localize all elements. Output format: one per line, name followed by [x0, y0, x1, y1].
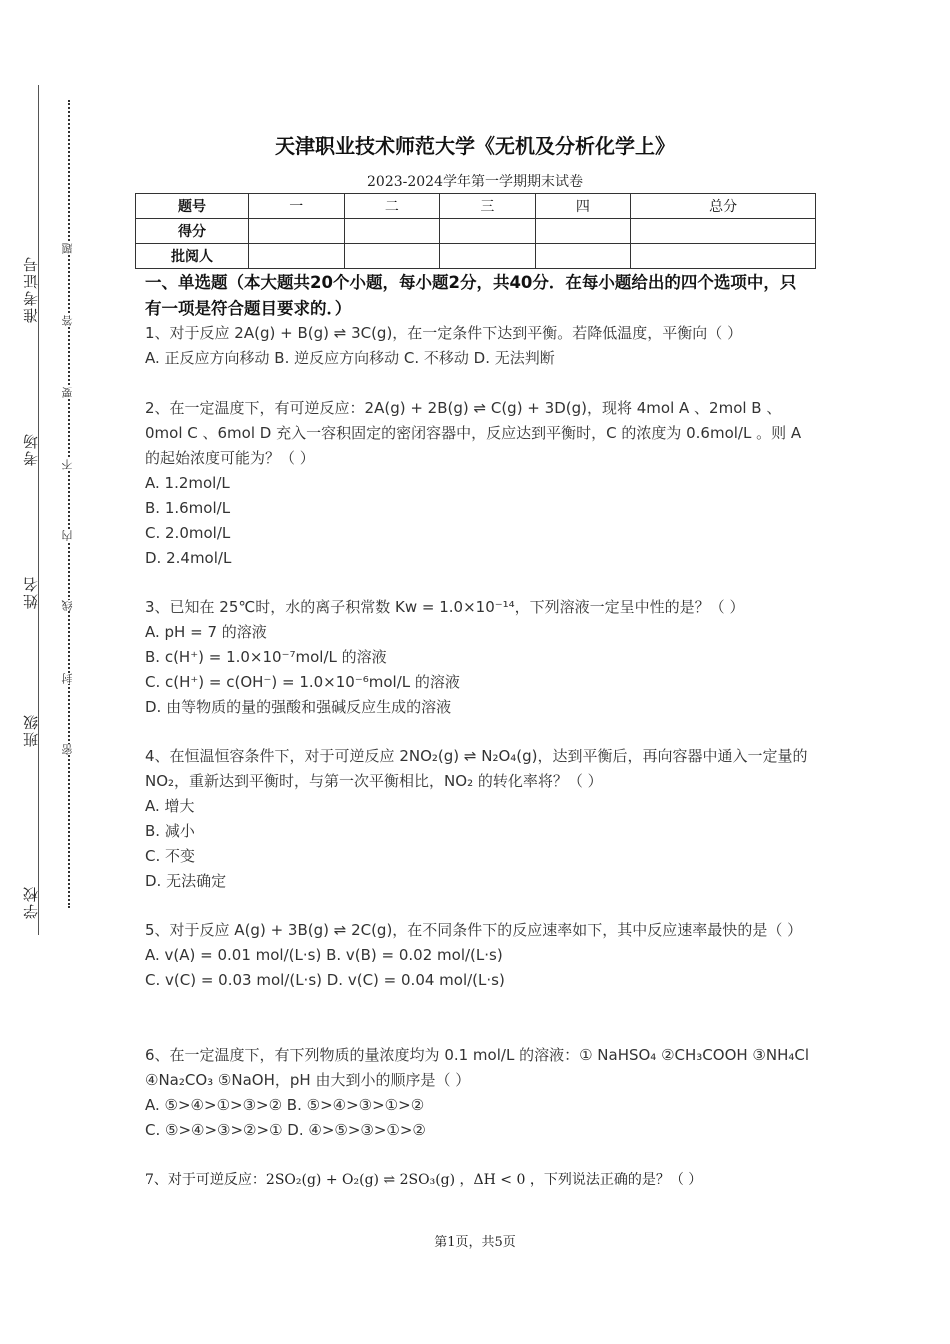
- question-options: A. 正反应方向移动 B. 逆反应方向移动 C. 不移动 D. 无法判断: [145, 349, 555, 367]
- seal-char: 密: [61, 744, 74, 755]
- seal-char: 答: [61, 315, 74, 326]
- header-cell: 三: [440, 194, 536, 219]
- row-label: 批阅人: [136, 244, 249, 269]
- grader-row: [136, 244, 816, 269]
- name-label: 姓名: [22, 575, 40, 609]
- option-a: A. 增大: [145, 797, 195, 815]
- question-stem: 4、在恒温恒容条件下，对于可逆反应 2NO₂(g) ⇌ N₂O₄(g)，达到平衡后，再向容器中通入一定量的 NO₂，重新达到平衡时，与第一次平衡相比，NO₂ 的转化率将？（ ）: [145, 747, 808, 790]
- option-b: B. 减小: [145, 822, 195, 840]
- question-3: [145, 595, 815, 720]
- class-label: 班级: [22, 713, 40, 747]
- option-c: C. 2.0mol/L: [145, 524, 231, 542]
- option-d: D. 由等物质的量的强酸和强碱反应生成的溶液: [145, 698, 452, 716]
- options-line-2: C. ⑤>④>③>②>① D. ④>⑤>③>①>②: [145, 1121, 426, 1139]
- binding-solid-line: [38, 85, 39, 935]
- option-d: D. 无法确定: [145, 872, 227, 890]
- option-b: B. 1.6mol/L: [145, 499, 231, 517]
- score-cell[interactable]: [249, 219, 345, 244]
- score-row: [136, 219, 816, 244]
- seal-char: 要: [61, 387, 74, 398]
- seal-char: 线: [61, 600, 74, 611]
- page-number: 第1页，共5页: [434, 1235, 516, 1250]
- question-stem: 6、在一定温度下，有下列物质的量浓度均为 0.1 mol/L 的溶液：① NaHSO₄ ②CH₃COOH ③NH₄Cl ④Na₂CO₃ ⑤NaOH，pH 由大到小的顺序是（ ）: [145, 1046, 810, 1089]
- grader-cell[interactable]: [249, 244, 345, 269]
- section-heading: 一、单选题（本大题共20个小题，每小题2分，共40分．在每小题给出的四个选项中，只有一项是符合题目要求的．）: [145, 273, 797, 318]
- seal-dotted-line: [68, 100, 70, 908]
- exam-subtitle: 2023-2024学年第一学期期末试卷: [367, 174, 583, 190]
- question-4: [145, 744, 815, 894]
- option-d: D. 2.4mol/L: [145, 549, 232, 567]
- option-c: C. c(H⁺) = c(OH⁻) = 1.0×10⁻⁶mol/L 的溶液: [145, 673, 460, 691]
- score-table: [135, 193, 816, 269]
- question-stem: 1、对于反应 2A(g) + B(g) ⇌ 3C(g)，在一定条件下达到平衡。若降低温度，平衡向（ ）: [145, 324, 743, 342]
- header-cell: 二: [344, 194, 440, 219]
- header-cell: 一: [249, 194, 345, 219]
- question-2: [145, 396, 815, 571]
- question-1: [145, 321, 815, 371]
- binding-margin: [0, 0, 110, 1344]
- header-cell: 题号: [136, 194, 249, 219]
- question-7: 7、对于可逆反应：2SO₂(g) + O₂(g) ⇌ 2SO₃(g) ，ΔH < 0 ，下列说法正确的是？（ ）: [145, 1172, 703, 1188]
- seal-char: 不: [61, 459, 74, 470]
- question-6: [145, 1043, 815, 1143]
- exam-title: 天津职业技术师范大学《无机及分析化学上》: [275, 134, 675, 158]
- question-5: [145, 918, 815, 993]
- grader-cell[interactable]: [631, 244, 816, 269]
- grader-cell[interactable]: [344, 244, 440, 269]
- score-cell[interactable]: [440, 219, 536, 244]
- score-cell[interactable]: [631, 219, 816, 244]
- grader-cell[interactable]: [535, 244, 631, 269]
- score-table-header-row: [136, 194, 816, 219]
- option-b: B. c(H⁺) = 1.0×10⁻⁷mol/L 的溶液: [145, 648, 387, 666]
- options-line-2: C. v(C) = 0.03 mol/(L·s) D. v(C) = 0.04 mol/(L·s): [145, 971, 505, 989]
- seal-char: 题: [61, 243, 74, 254]
- header-cell: 总分: [631, 194, 816, 219]
- row-label: 得分: [136, 219, 249, 244]
- question-stem: 5、对于反应 A(g) + 3B(g) ⇌ 2C(g)，在不同条件下的反应速率如下，其中反应速率最快的是（ ）: [145, 921, 803, 939]
- option-a: A. 1.2mol/L: [145, 474, 230, 492]
- exam-room-label: 考场: [22, 432, 40, 466]
- header-cell: 四: [535, 194, 631, 219]
- seal-char: 封: [61, 673, 74, 684]
- seal-char: 内: [61, 530, 74, 541]
- options-line-1: A. v(A) = 0.01 mol/(L·s) B. v(B) = 0.02 mol/(L·s): [145, 946, 503, 964]
- option-a: A. pH = 7 的溶液: [145, 623, 267, 641]
- question-stem: 3、已知在 25℃时，水的离子积常数 Kw = 1.0×10⁻¹⁴，下列溶液一定呈中性的是？（ ）: [145, 598, 745, 616]
- options-line-1: A. ⑤>④>①>③>② B. ⑤>④>③>①>②: [145, 1096, 425, 1114]
- admission-number-label: 准考证号: [22, 255, 40, 323]
- question-stem: 2、在一定温度下，有可逆反应：2A(g) + 2B(g) ⇌ C(g) + 3D(g)，现将 4mol A 、2mol B 、0mol C 、6mol D 充入一容积固定的密闭容器中，反应达到平衡时，C 的浓度为 0.6mol/L 。则 A 的起始浓度可能为？（ ）: [145, 399, 802, 467]
- school-label: 学校: [22, 885, 40, 919]
- option-c: C. 不变: [145, 847, 196, 865]
- grader-cell[interactable]: [440, 244, 536, 269]
- score-cell[interactable]: [344, 219, 440, 244]
- score-cell[interactable]: [535, 219, 631, 244]
